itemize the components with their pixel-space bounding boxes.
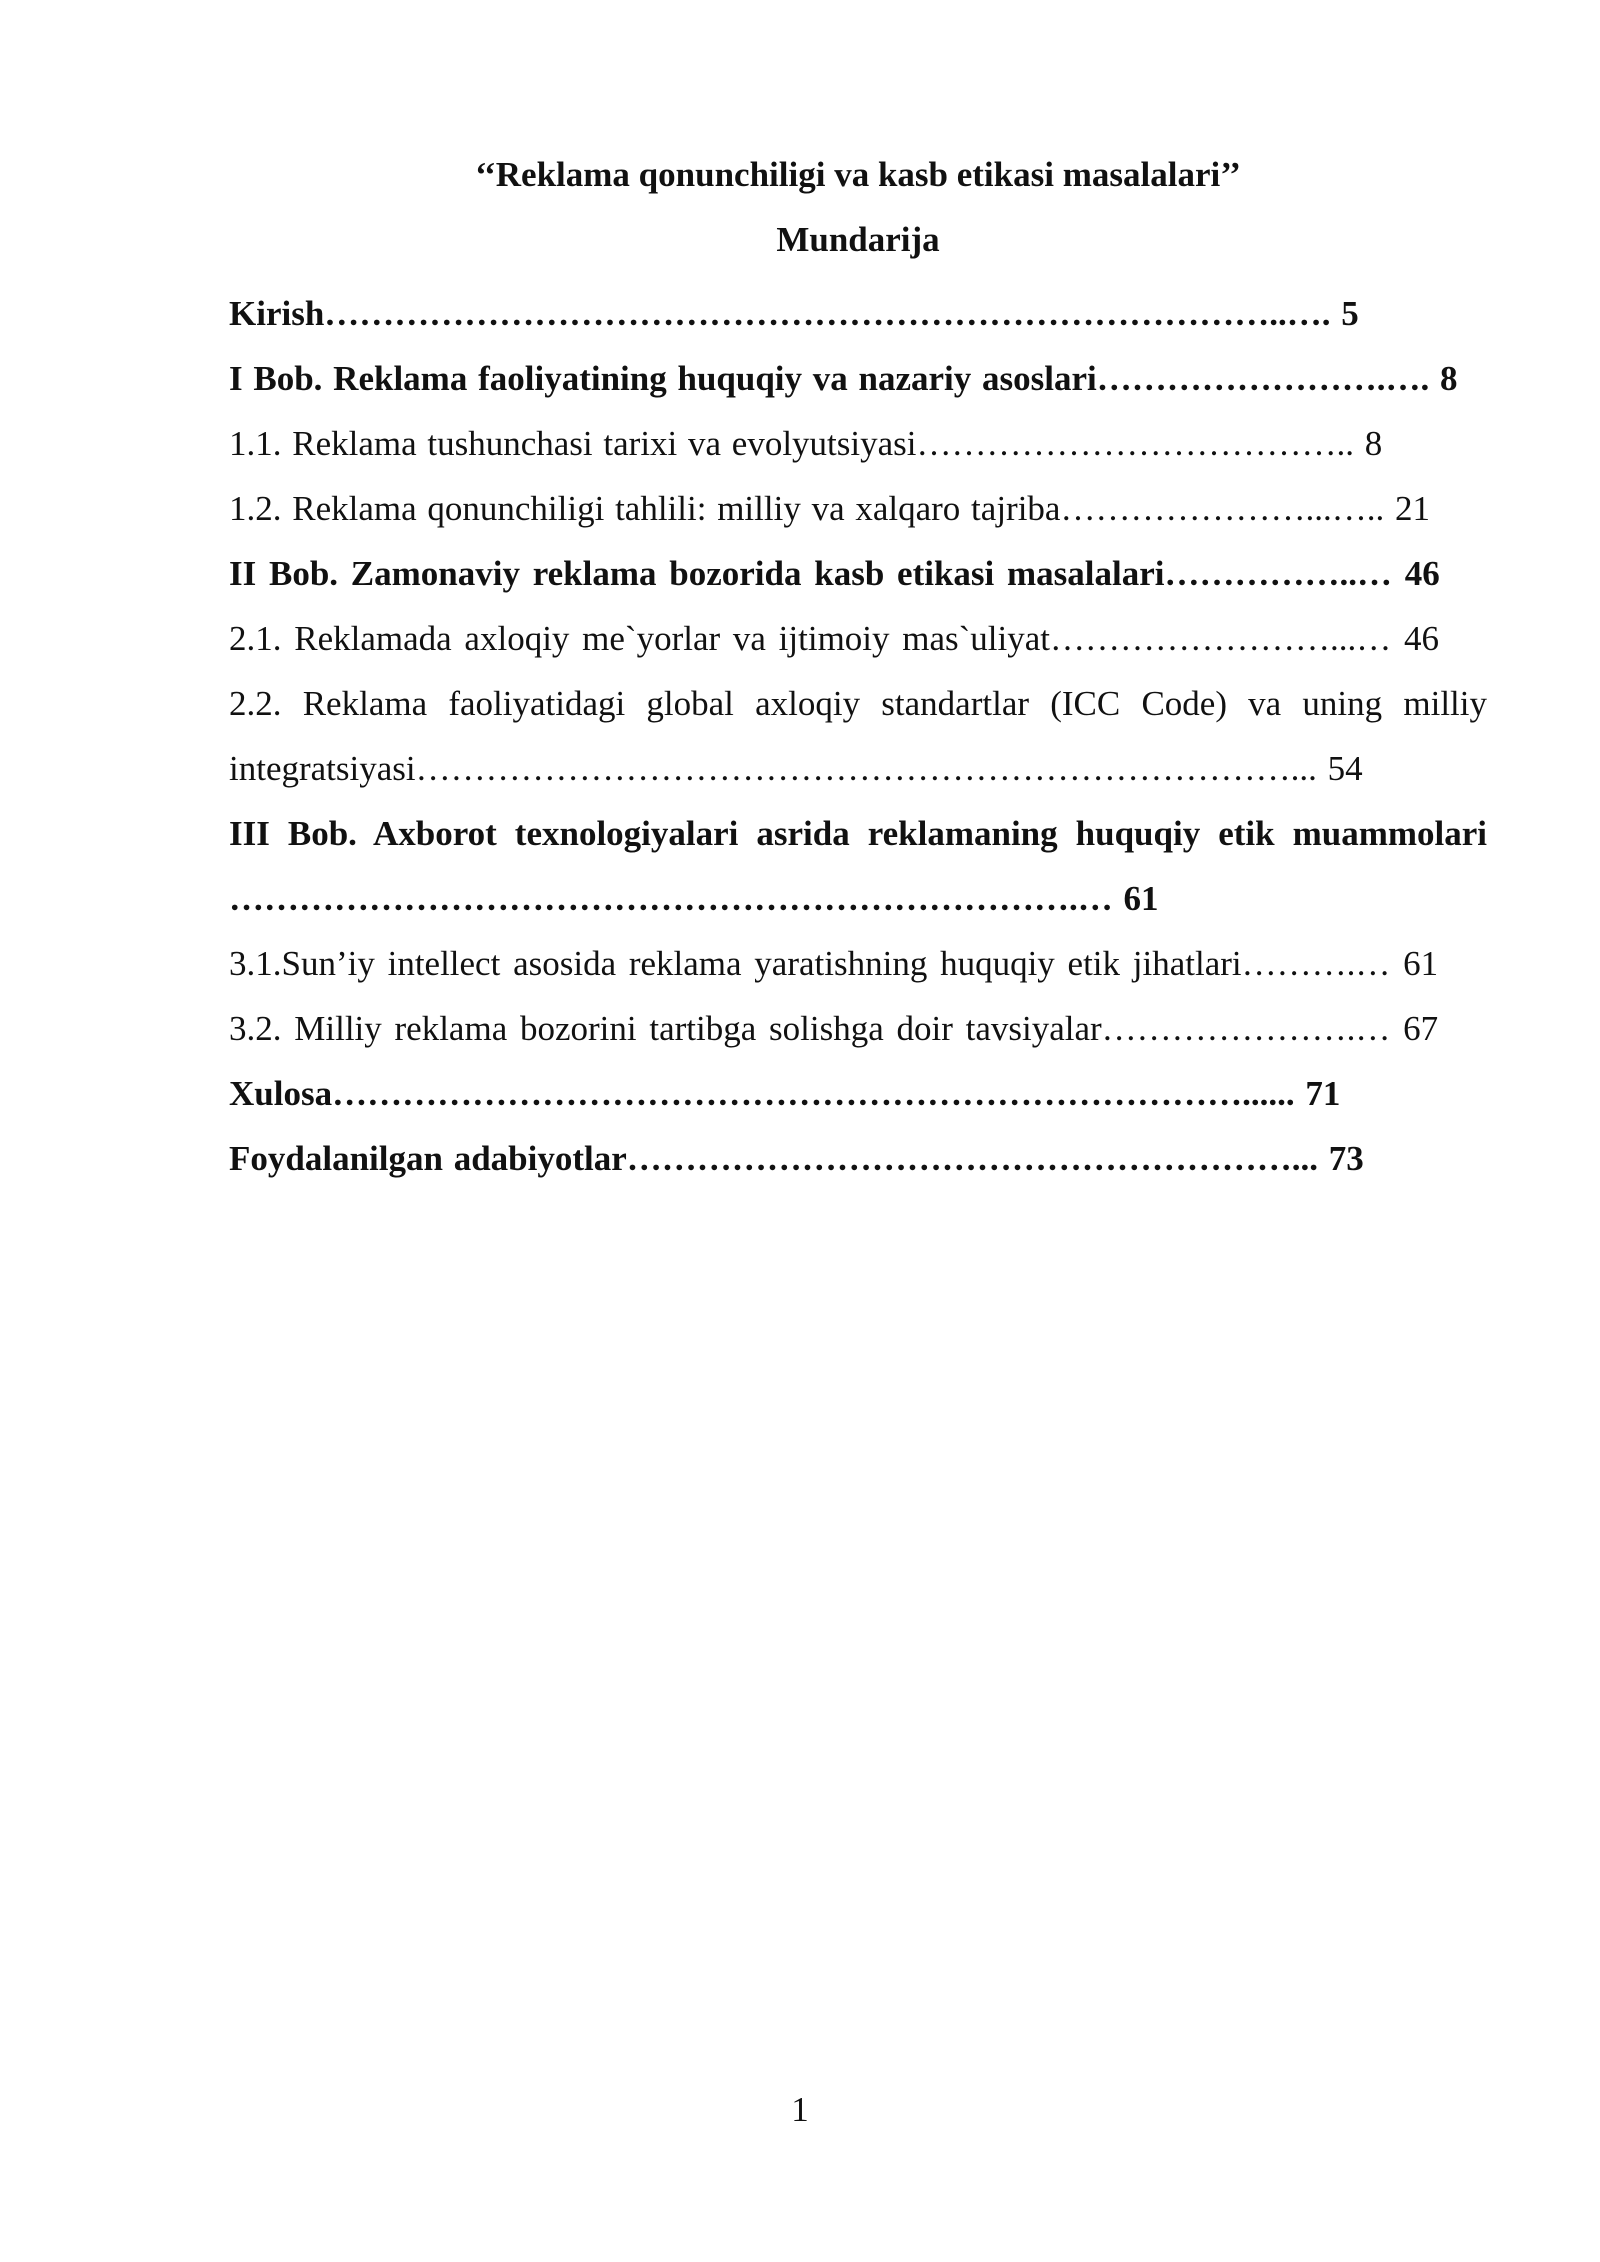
- toc-entry-title: 2.1. Reklamada axloqiy me`yorlar va ijtimoiy mas`uliyat……………………...…: [229, 619, 1392, 658]
- toc-entry-xulosa: [229, 1061, 1487, 1126]
- toc-entry-page: 5: [1341, 294, 1359, 333]
- toc-entry-title: I Bob. Reklama faoliyatining huquqiy va nazariy asoslari…………………….….: [229, 359, 1430, 398]
- toc-entry-section-1-2: [229, 476, 1487, 541]
- toc-entry-kirish: [229, 281, 1487, 346]
- toc-entry-title: Kirish………………………………………………………………………..….: [229, 294, 1331, 333]
- toc-entry-section-2-1: [229, 606, 1487, 671]
- toc-entry-section-2-2: [229, 671, 1487, 801]
- toc-entry-page: 71: [1305, 1074, 1341, 1113]
- toc-entry-title: 2.2. Reklama faoliyatidagi global axloqiy standartlar (ICC Code) va uning milliy integratsiyasi…………………………………………………………………...: [229, 684, 1487, 788]
- toc-entry-page: 61: [1123, 879, 1159, 918]
- toc-entry-page: 8: [1364, 424, 1383, 463]
- toc-entry-page: 54: [1327, 749, 1363, 788]
- toc-entry-page: 21: [1394, 489, 1430, 528]
- toc-entry-page: 61: [1403, 944, 1439, 983]
- toc-entry-references: [229, 1126, 1487, 1191]
- toc-entry-chapter-2: [229, 541, 1487, 606]
- toc-entry-title: 1.1. Reklama tushunchasi tarixi va evolyutsiyasi………………………………..: [229, 424, 1355, 463]
- toc-entry-section-3-2: [229, 996, 1487, 1061]
- toc-entry-section-1-1: [229, 411, 1487, 476]
- toc-entry-chapter-3: [229, 801, 1487, 931]
- table-of-contents: [229, 281, 1487, 1191]
- toc-heading: Mundarija: [776, 220, 940, 259]
- toc-entry-title: II Bob. Zamonaviy reklama bozorida kasb etikasi masalalari……………..…: [229, 554, 1393, 593]
- toc-entry-page: 73: [1328, 1139, 1364, 1178]
- toc-entry-title: Xulosa……………………………………………………………………......: [229, 1074, 1295, 1113]
- toc-entry-title: 3.1.Sun’iy intellect asosida reklama yaratishning huquqiy etik jihatlari……….…: [229, 944, 1391, 983]
- toc-entry-title: Foydalanilgan adabiyotlar…………………………………………………...: [229, 1139, 1319, 1178]
- toc-entry-page: 46: [1404, 619, 1440, 658]
- page-number: 1: [791, 2090, 809, 2129]
- toc-entry-title: III Bob. Axborot texnologiyalari asrida reklamaning huquqiy etik muammolari ……………………………………………………………….…: [229, 814, 1487, 918]
- toc-entry-section-3-1: [229, 931, 1487, 996]
- document-title: ‘‘Reklama qonunchiligi va kasb etikasi masalalari’’: [475, 155, 1241, 194]
- toc-entry-page: 67: [1403, 1009, 1439, 1048]
- toc-entry-page: 46: [1404, 554, 1440, 593]
- toc-entry-title: 1.2. Reklama qonunchiligi tahlili: milliy va xalqaro tajriba…………………...…..: [229, 489, 1385, 528]
- toc-entry-title: 3.2. Milliy reklama bozorini tartibga solishga doir tavsiyalar………………….…: [229, 1009, 1391, 1048]
- toc-entry-page: 8: [1440, 359, 1458, 398]
- toc-entry-chapter-1: [229, 346, 1487, 411]
